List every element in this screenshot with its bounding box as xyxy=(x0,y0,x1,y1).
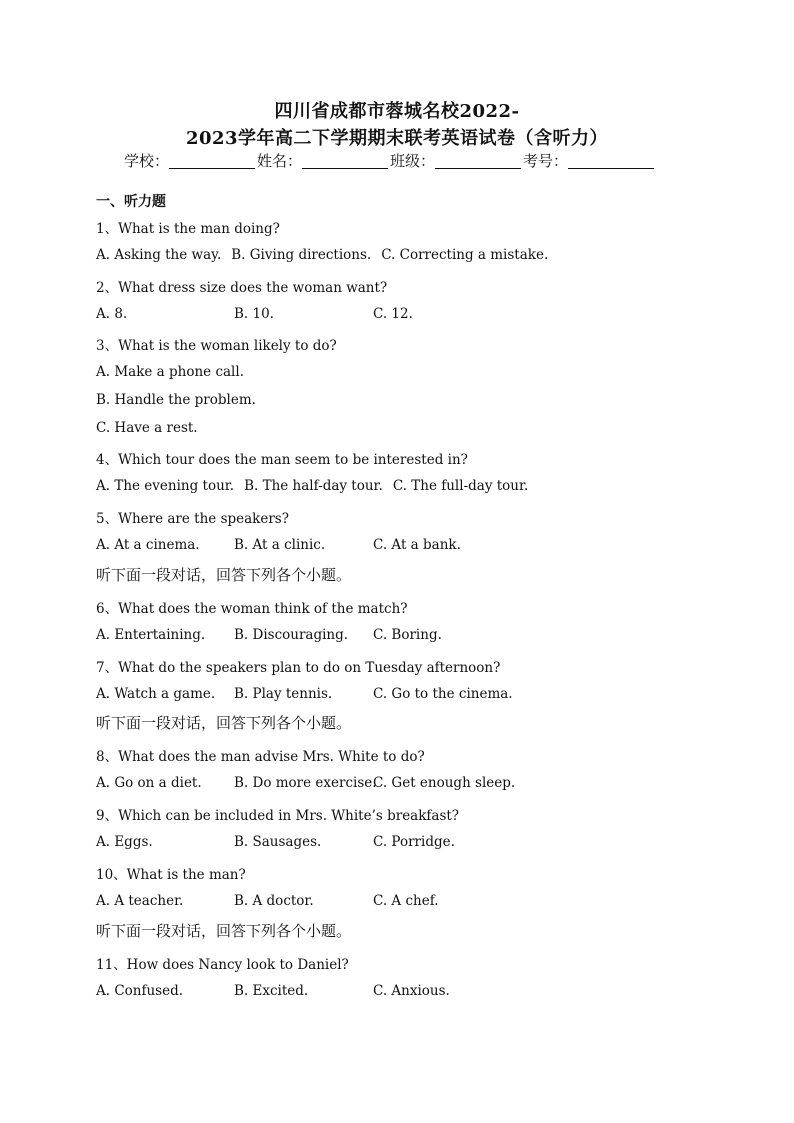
option-b: B. The half-day tour. xyxy=(244,478,383,494)
option-a: A. Watch a game. xyxy=(96,686,216,702)
option-b: B. 10. xyxy=(234,306,274,322)
question-4: 4、Which tour does the man seem to be interested in? xyxy=(96,452,468,468)
option-a: A. A teacher. xyxy=(96,893,184,909)
option-c: C. Porridge. xyxy=(373,834,455,850)
number-label: 考号： xyxy=(523,152,569,170)
section-heading: 一、听力题 xyxy=(96,194,166,210)
question-11: 11、How does Nancy look to Daniel? xyxy=(96,957,349,973)
question-8: 8、What does the man advise Mrs. White to do? xyxy=(96,749,425,765)
option-a: A. Entertaining. xyxy=(96,627,206,643)
dialogue-instruction: 听下面一段对话，回答下列各个小题。 xyxy=(96,566,352,584)
option-c: C. At a bank. xyxy=(373,537,461,553)
dialogue-instruction: 听下面一段对话，回答下列各个小题。 xyxy=(96,922,352,940)
option-a: A. Make a phone call. xyxy=(96,364,244,380)
option-a: A. The evening tour. xyxy=(96,478,235,494)
option-c: C. A chef. xyxy=(373,893,439,909)
option-b: B. Sausages. xyxy=(234,834,322,850)
option-b: B. At a clinic. xyxy=(234,537,326,553)
student-info-row xyxy=(124,150,656,171)
option-c: C. Have a rest. xyxy=(96,420,198,436)
option-c: C. Go to the cinema. xyxy=(373,686,513,702)
option-a: A. Asking the way. xyxy=(96,247,222,263)
question-5: 5、Where are the speakers? xyxy=(96,511,289,527)
school-label: 学校： xyxy=(124,152,170,170)
name-blank xyxy=(302,152,388,169)
option-a: A. Confused. xyxy=(96,983,184,999)
option-a: A. 8. xyxy=(96,306,128,322)
option-c: C. Anxious. xyxy=(373,983,450,999)
option-b: B. Excited. xyxy=(234,983,309,999)
option-b: B. Handle the problem. xyxy=(96,392,256,408)
exam-title-line2: 2023学年高二下学期期末联考英语试卷（含听力） xyxy=(185,128,609,149)
option-b: B. Discouraging. xyxy=(234,627,349,643)
options-1 xyxy=(96,247,558,263)
option-c: C. Correcting a mistake. xyxy=(381,247,549,263)
question-1: 1、What is the man doing? xyxy=(96,221,280,237)
question-6: 6、What does the woman think of the match? xyxy=(96,601,408,617)
option-b: B. Do more exercise. xyxy=(234,775,377,791)
name-label: 姓名： xyxy=(257,152,303,170)
option-c: C. Boring. xyxy=(373,627,442,643)
dialogue-instruction: 听下面一段对话，回答下列各个小题。 xyxy=(96,714,352,732)
number-blank xyxy=(568,152,654,169)
option-b: B. Play tennis. xyxy=(234,686,333,702)
question-7: 7、What do the speakers plan to do on Tuesday afternoon? xyxy=(96,660,501,676)
option-a: A. Eggs. xyxy=(96,834,153,850)
class-label: 班级： xyxy=(390,152,436,170)
question-2: 2、What dress size does the woman want? xyxy=(96,280,388,296)
question-3: 3、What is the woman likely to do? xyxy=(96,338,337,354)
option-a: A. At a cinema. xyxy=(96,537,200,553)
option-c: C. Get enough sleep. xyxy=(373,775,516,791)
option-b: B. Giving directions. xyxy=(231,247,372,263)
exam-title-line1: 四川省成都市蓉城名校2022- xyxy=(274,101,520,122)
question-9: 9、Which can be included in Mrs. White’s breakfast? xyxy=(96,808,460,824)
option-c: C. The full-day tour. xyxy=(392,478,529,494)
question-10: 10、What is the man? xyxy=(96,867,246,883)
option-a: A. Go on a diet. xyxy=(96,775,202,791)
class-blank xyxy=(435,152,521,169)
option-c: C. 12. xyxy=(373,306,413,322)
option-b: B. A doctor. xyxy=(234,893,314,909)
school-blank xyxy=(169,152,255,169)
options-4 xyxy=(96,478,538,494)
